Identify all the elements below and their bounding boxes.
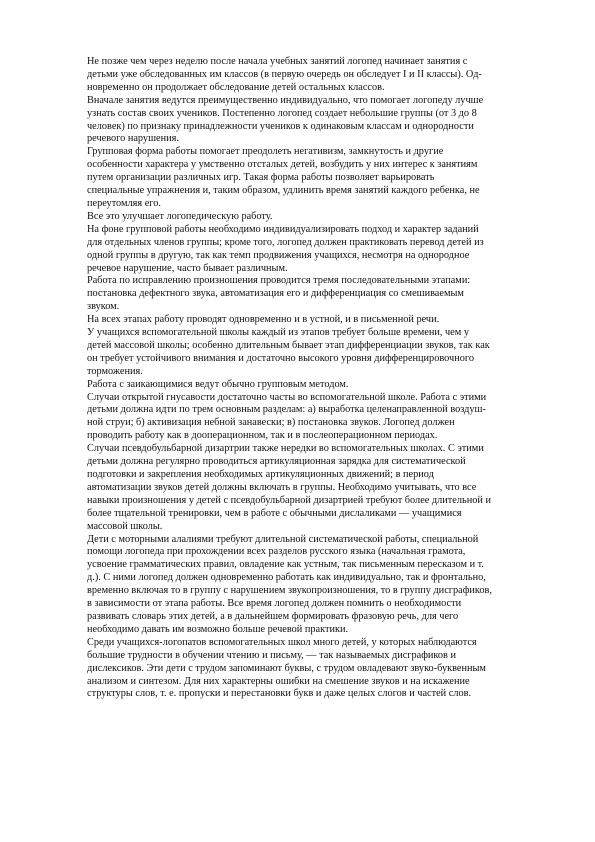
paragraph [87, 95, 549, 147]
text-line: Групповая форма работы помогает преодолеть негативизм, замкнутость и другие [87, 146, 444, 158]
text-line: Среди учащихся-логопатов вспомогательных школ много детей, у которых наблюдаются [87, 636, 477, 648]
paragraph [87, 534, 549, 637]
text-line: Работа по исправлению произношения проводится тремя последовательными этапами: [87, 275, 471, 287]
text-line: торможения. [87, 365, 143, 377]
text-line: д.). С ними логопед должен одновременно работать как индивидуально, так и фронтально, [87, 572, 486, 584]
text-line: речевое нарушение, часто бывает различным. [87, 262, 288, 274]
text-line: более тщательной тренировки, чем в работе с обычными дислаликами — учащимися [87, 507, 462, 519]
text-line: Не позже чем через неделю после начала учебных занятий логопед начинает занятия с [87, 56, 468, 67]
text-line: На всех этапах работу проводят одновременно и в устной, и в письменной речи. [87, 314, 440, 326]
text-line: анализом и синтезом. Для них характерны ошибки на смешение звуков и на искажение [87, 675, 470, 687]
text-line: для отдельных членов группы; кроме того, логопед должен практиковать перевод детей из [87, 236, 484, 248]
text-line: помощи логопеда при прохождении всех разделов русского языка (начальная грамота, [87, 546, 466, 558]
text-line: временно включая то в группу с нарушением звукопроизношения, то в группу дисграфиков, [87, 585, 492, 597]
text-line: путем организации различных игр. Такая форма работы позволяет варьировать [87, 172, 435, 184]
text-line: одной группы в другую, так как темп продвижения учащихся, несмотря на однородное [87, 249, 470, 261]
text-line: человек) по признаку принадлежности учеников к одинаковым классам и однородности [87, 120, 474, 132]
paragraph [87, 146, 549, 211]
text-line: большие трудности в обучении чтению и письму, — так называемых дисграфиков и [87, 649, 456, 661]
paragraph [87, 56, 549, 95]
text-line: На фоне групповой работы необходимо индивидуализировать подход и характер заданий [87, 223, 479, 235]
text-line: детьми уже обследованных им классов (в первую очередь он обследует I и II классы). Од- [87, 68, 482, 80]
text-line: детей массовой школы; особенно длительным бывает этап дифференциации звуков, так как [87, 339, 490, 351]
text-line: усвоение грамматических правил, овладение как устным, так письменным пересказом и т. [87, 559, 484, 571]
text-line: узнать состав своих учеников. Постепенно логопед создает небольшие группы (от 3 до 8 [87, 107, 477, 119]
text-line: детьми должна регулярно проводиться артикуляционная зарядка для систематической [87, 456, 466, 468]
text-line: Дети с моторными алалиями требуют длительной систематической работы, специальной [87, 533, 479, 545]
text-line: Случаи открытой гнусавости достаточно часты во вспомогательной школе. Работа с этими [87, 391, 487, 403]
text-line: Работа с заикающимися ведут обычно групповым методом. [87, 378, 349, 390]
paragraph [87, 314, 549, 327]
paragraph [87, 275, 549, 314]
paragraph [87, 327, 549, 379]
text-line: постановка дефектного звука, автоматизация его и дифференциация со смешиваемым [87, 288, 464, 300]
text-line: специальные упражнения и, таким образом, удлинить время занятий каждого ребенка, не [87, 185, 480, 197]
text-line: подготовки и закрепления необходимых артикуляционных движений; в период [87, 469, 434, 480]
text-line: проводить работу как в дооперационном, так и в послеоперационном периодах. [87, 430, 438, 442]
text-line: автоматизации звуков детей должны включать в группы. Необходимо учитывать, что все [87, 481, 477, 493]
text-line: навыки произношения у детей с псевдобульбарной дизартрией требуют более длительной и [87, 494, 491, 506]
text-line: У учащихся вспомогательной школы каждый из этапов требует больше времени, чем у [87, 327, 469, 339]
text-line: речевого нарушения. [87, 133, 179, 145]
text-line: Все это улучшает логопедическую работу. [87, 210, 273, 222]
text-line: особенности характера у умственно отсталых детей, возбудить у них интерес к занятиям [87, 159, 478, 171]
text-line: звуком. [87, 301, 120, 313]
text-line: структуры слов, т. е. пропуски и перестановки букв и даже целых слогов и частей слов. [87, 688, 472, 700]
paragraph [87, 379, 549, 392]
body-text [87, 56, 549, 701]
text-line: развивать словарь этих детей, а в дальнейшем формировать фразовую речь, для чего [87, 610, 459, 622]
text-line: Случаи псевдобульбарной дизартрии также нередки во вспомогательных школах. С этими [87, 443, 484, 455]
paragraph [87, 224, 549, 276]
paragraph [87, 443, 549, 533]
text-line: детьми должна идти по трем основным разделам: а) выработка целенаправленной воздуш- [87, 404, 486, 416]
paragraph [87, 637, 549, 702]
text-line: новременно он продолжает обследование детей остальных классов. [87, 81, 385, 93]
text-line: ной струи; б) активизация небной занавески; в) постановка звуков. Логопед должен [87, 417, 455, 429]
paragraph [87, 392, 549, 444]
text-line: необходимо давать им возможно больше речевой практики. [87, 623, 349, 635]
paragraph [87, 211, 549, 224]
text-line: в зависимости от этапа работы. Все время логопед должен помнить о необходимости [87, 598, 462, 610]
text-line: переутомляя его. [87, 197, 161, 209]
text-line: дислексиков. Эти дети с трудом запоминают буквы, с трудом овладевают звуко-буквенным [87, 662, 486, 674]
text-line: Вначале занятия ведутся преимущественно индивидуально, что помогает логопеду лучше [87, 94, 484, 106]
text-line: он требует устойчивого внимания и достаточно высокого уровня дифференцировочного [87, 352, 474, 364]
text-line: массовой школы. [87, 520, 163, 532]
